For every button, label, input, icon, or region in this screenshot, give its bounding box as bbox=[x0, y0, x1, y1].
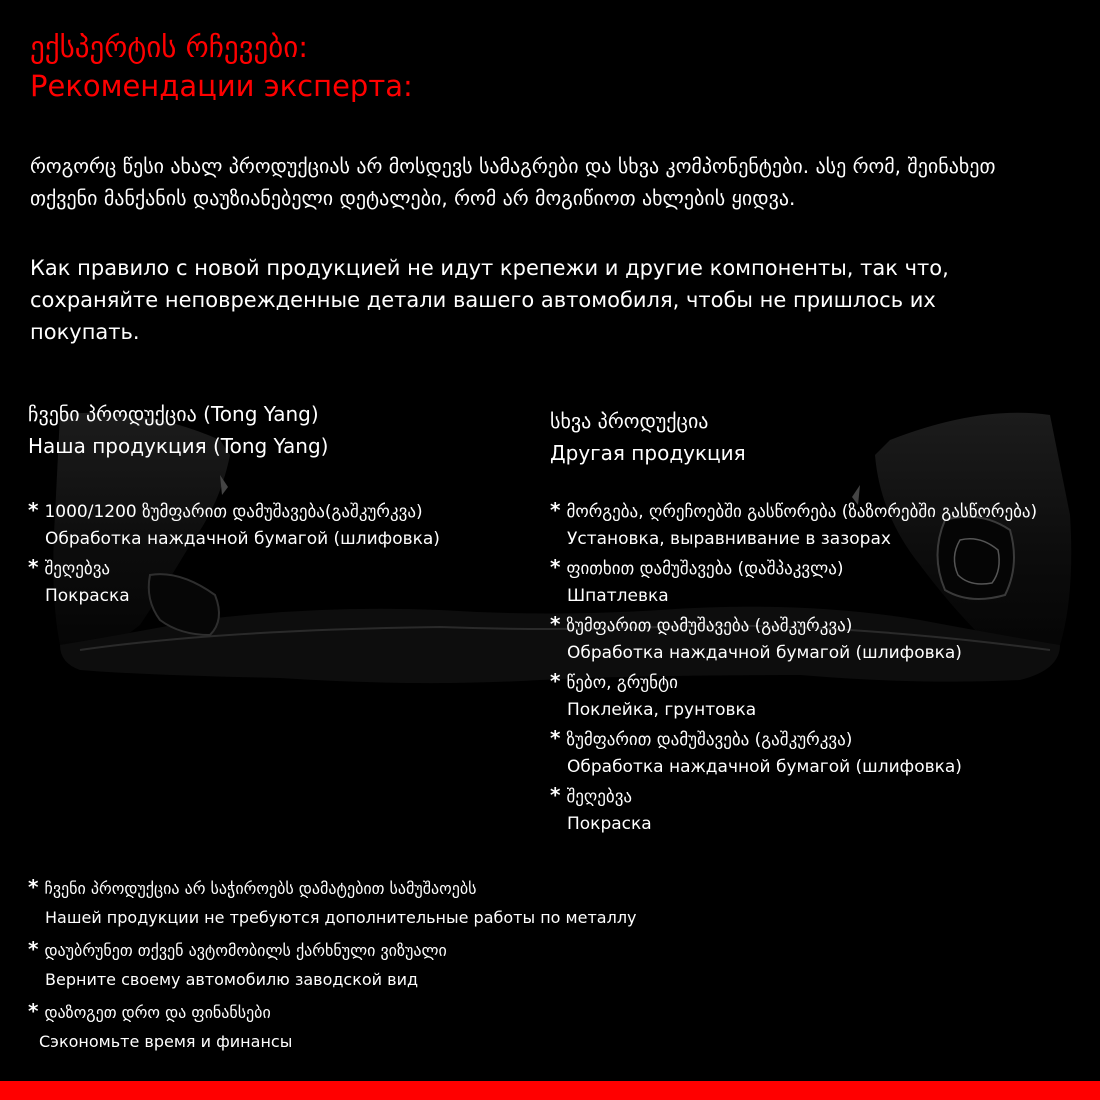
benefit-text-ka: დაუბრუნეთ თქვენ ავტომობილს ქარხნული ვიზუალი bbox=[44, 941, 447, 960]
our-product-list bbox=[28, 496, 440, 610]
bullet-star: * bbox=[550, 783, 561, 807]
item-text-ka: ზუმფარით დამუშავება (გაშკურკვა) bbox=[566, 616, 853, 636]
list-item bbox=[28, 496, 440, 553]
bullet-star: * bbox=[28, 937, 39, 961]
list-item bbox=[550, 724, 1037, 781]
bullet-star: * bbox=[550, 669, 561, 693]
bullet-star: * bbox=[550, 612, 561, 636]
item-text-ru: Покраска bbox=[567, 814, 652, 834]
benefit-text-ru: Верните своему автомобилю заводской вид bbox=[45, 970, 419, 989]
expert-title-ru: Рекомендации эксперта: bbox=[30, 69, 413, 103]
item-text-ru: Обработка наждачной бумагой (шлифовка) bbox=[567, 643, 962, 663]
item-text-ka: მორგება, ღრეჩოებში გასწორება (ზაზორებში გასწორება) bbox=[566, 502, 1038, 522]
expert-title-ka: ექსპერტის რჩევები: bbox=[30, 30, 308, 64]
other-product-heading-ka: სხვა პროდუქცია bbox=[550, 409, 709, 433]
item-text-ka: 1000/1200 ზუმფარით დამუშავება(გაშკურკვა) bbox=[44, 502, 423, 522]
list-item bbox=[550, 496, 1037, 553]
list-item bbox=[550, 667, 1037, 724]
list-item bbox=[550, 553, 1037, 610]
item-text-ru: Обработка наждачной бумагой (шлифовка) bbox=[45, 529, 440, 549]
bullet-star: * bbox=[550, 498, 561, 522]
benefit-text-ru: Сэкономьте время и финансы bbox=[39, 1032, 293, 1051]
item-text-ru: Шпатлевка bbox=[567, 586, 669, 606]
bullet-star: * bbox=[550, 726, 561, 750]
list-item bbox=[28, 553, 440, 610]
intro-text-ru: Как правило с новой продукцией не идут крепежи и другие компоненты, так что, сохраняйте неповрежденные детали вашего автомобиля, чтобы не пришлось их покупать. bbox=[30, 256, 949, 344]
bullet-star: * bbox=[28, 999, 39, 1023]
other-product-heading bbox=[550, 405, 746, 469]
item-text-ru: Поклейка, грунтовка bbox=[567, 700, 757, 720]
our-product-heading bbox=[28, 398, 328, 462]
item-text-ru: Обработка наждачной бумагой (шлифовка) bbox=[567, 757, 962, 777]
benefit-text-ru: Нашей продукции не требуются дополнительные работы по металлу bbox=[45, 908, 637, 927]
other-product-heading-ru: Другая продукция bbox=[550, 441, 746, 465]
list-item bbox=[28, 935, 637, 994]
list-item bbox=[550, 610, 1037, 667]
intro-text-ka: როგორც წესი ახალ პროდუქციას არ მოსდევს სამაგრები და სხვა კომპონენტები. ასე რომ, შეინახეთ თქვენი მანქანის დაუზიანებელი დეტალები, რომ არ მოგიწიოთ ახლების ყიდვა. bbox=[30, 154, 996, 210]
bottom-accent-bar bbox=[0, 1081, 1100, 1100]
list-item bbox=[550, 781, 1037, 838]
list-item bbox=[28, 873, 637, 932]
item-text-ka: შეღებვა bbox=[566, 787, 633, 807]
item-text-ru: Установка, выравнивание в зазорах bbox=[567, 529, 891, 549]
list-item bbox=[28, 997, 637, 1056]
item-text-ka: ფითხით დამუშავება (დაშპაკვლა) bbox=[566, 559, 844, 579]
other-product-list bbox=[550, 496, 1037, 838]
bullet-star: * bbox=[28, 875, 39, 899]
bullet-star: * bbox=[28, 498, 39, 522]
our-product-heading-ru: Наша продукция (Tong Yang) bbox=[28, 434, 329, 458]
item-text-ka: შეღებვა bbox=[44, 559, 111, 579]
item-text-ru: Покраска bbox=[45, 586, 130, 606]
benefit-text-ka: ჩვენი პროდუქცია არ საჭიროებს დამატებით სამუშაოებს bbox=[44, 879, 477, 898]
bullet-star: * bbox=[28, 555, 39, 579]
bullet-star: * bbox=[550, 555, 561, 579]
benefits-list bbox=[28, 873, 637, 1056]
item-text-ka: წებო, გრუნტი bbox=[566, 673, 678, 693]
item-text-ka: ზუმფარით დამუშავება (გაშკურკვა) bbox=[566, 730, 853, 750]
our-product-heading-ka: ჩვენი პროდუქცია (Tong Yang) bbox=[28, 402, 319, 426]
benefit-text-ka: დაზოგეთ დრო და ფინანსები bbox=[44, 1003, 271, 1022]
